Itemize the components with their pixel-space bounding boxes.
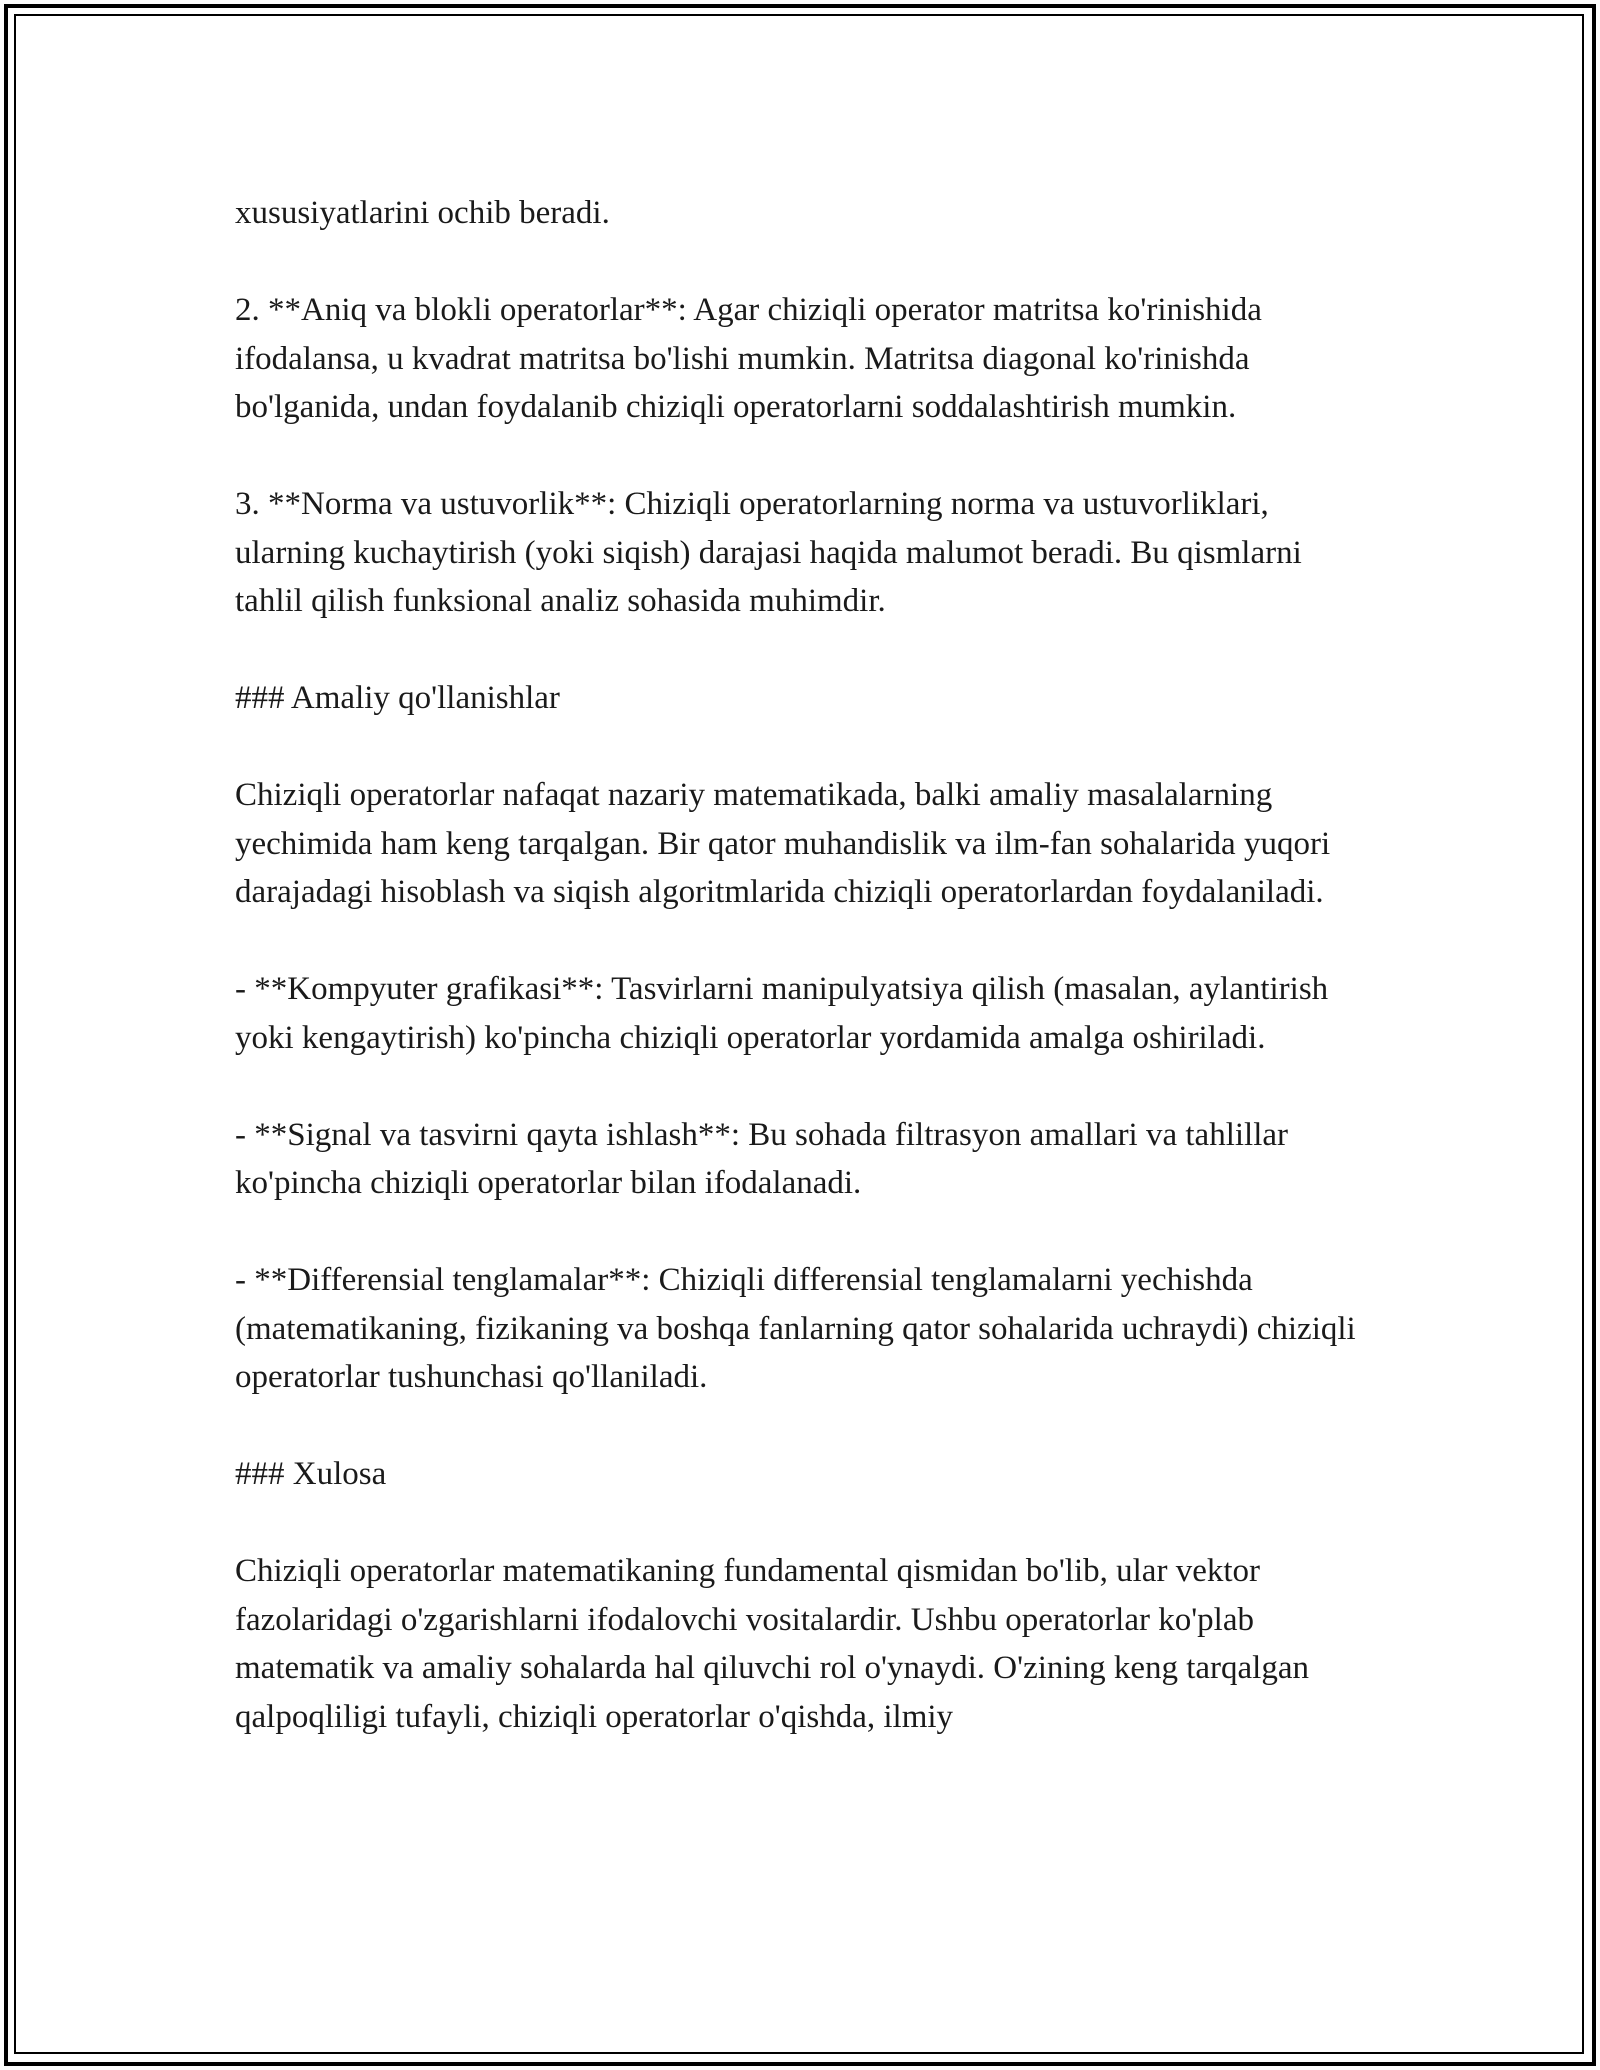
document-body	[235, 189, 1365, 1741]
bullet-kompyuter-grafikasi: - **Kompyuter grafikasi**: Tasvirlarni manipulyatsiya qilish (masalan, aylantirish yoki kengaytirish) ko'pincha chiziqli operatorlar yordamida amalga oshiriladi.	[235, 971, 1329, 1056]
heading-xulosa: ### Xulosa	[235, 1456, 387, 1492]
paragraph-item-2: 2. **Aniq va blokli operatorlar**: Agar chiziqli operator matritsa ko'rinishida ifodalansa, u kvadrat matritsa bo'lishi mumkin. Matritsa diagonal ko'rinishda bo'lganida, undan foydalanib chiziqli operatorlarni soddalashtirish mumkin.	[235, 292, 1262, 425]
bullet-differensial: - **Differensial tenglamalar**: Chiziqli differensial tenglamalarni yechishda (matematikaning, fizikaning va boshqa fanlarning qator sohalarida uchraydi) chiziqli operatorlar tushunchasi qo'llaniladi.	[235, 1262, 1356, 1395]
paragraph-item-3: 3. **Norma va ustuvorlik**: Chiziqli operatorlarning norma va ustuvorliklari, ularning kuchaytirish (yoki siqish) darajasi haqida malumot beradi. Bu qismlarni tahlil qilish funksional analiz sohasida muhimdir.	[235, 486, 1302, 619]
bullet-signal: - **Signal va tasvirni qayta ishlash**: Bu sohada filtrasyon amallari va tahlillar ko'pincha chiziqli operatorlar bilan ifodalanadi.	[235, 1116, 1289, 1201]
paragraph-xulosa: Chiziqli operatorlar matematikaning fundamental qismidan bo'lib, ular vektor fazolaridagi o'zgarishlarni ifodalovchi vositalardir. Ushbu operatorlar ko'plab matematik va amaliy sohalarda hal qiluvchi rol o'ynaydi. O'zining keng tarqalgan qalpoqliligi tufayli, chiziqli operatorlar o'qishda, ilmiy	[235, 1553, 1309, 1735]
paragraph-continuation: xususiyatlarini ochib beradi.	[235, 195, 610, 231]
heading-amaliy: ### Amaliy qo'llanishlar	[235, 680, 560, 716]
paragraph-amaliy-intro: Chiziqli operatorlar nafaqat nazariy matematikada, balki amaliy masalalarning yechimida ham keng tarqalgan. Bir qator muhandislik va ilm-fan sohalarida yuqori darajadagi hisoblash va siqish algoritmlarida chiziqli operatorlardan foydalaniladi.	[235, 777, 1331, 910]
